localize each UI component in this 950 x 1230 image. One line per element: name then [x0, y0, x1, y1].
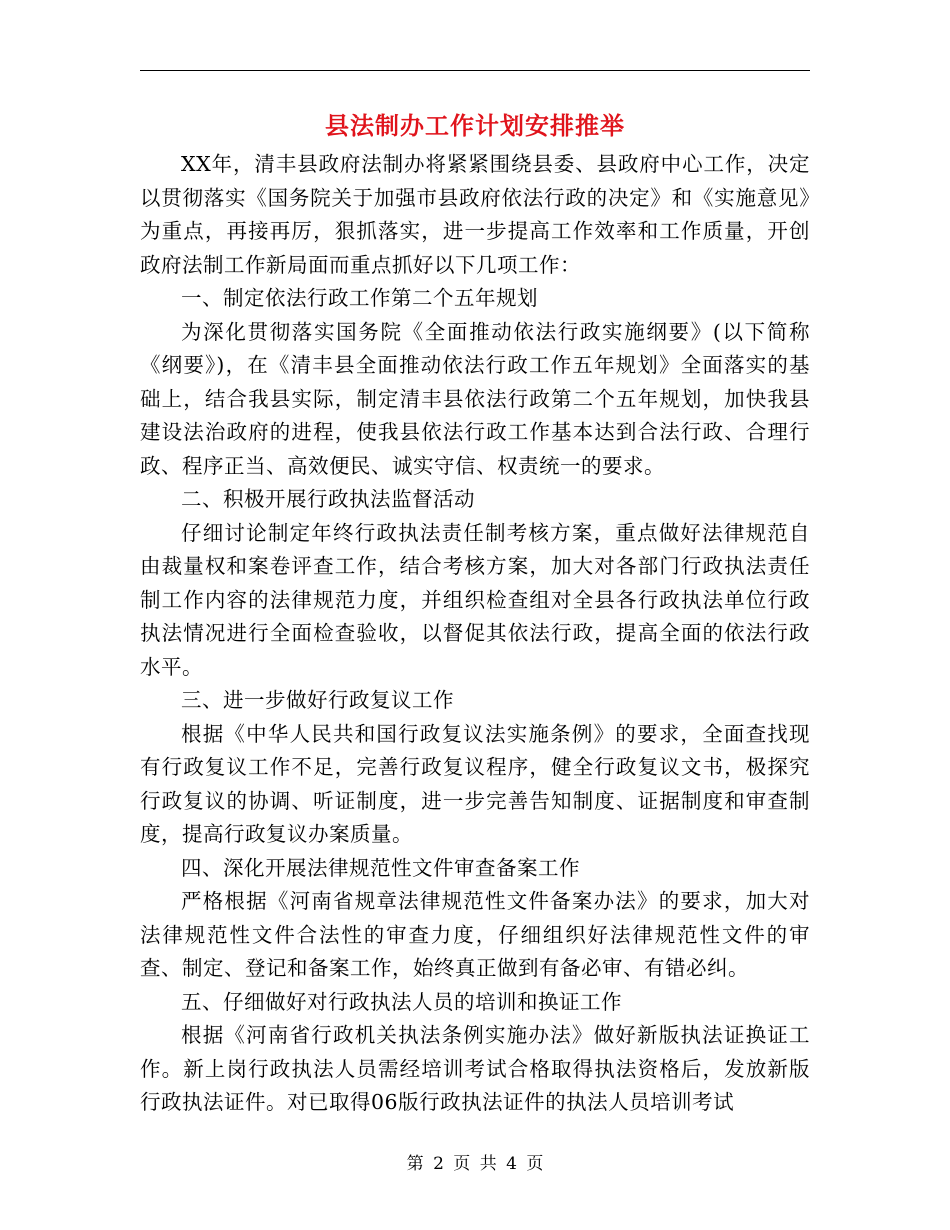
section-paragraph-1: 为深化贯彻落实国务院《全面推动依法行政实施纲要》(以下简称《纲要》)，在《清丰县全面推动依法行政工作五年规划》全面落实的基础上，结合我县实际，制定清丰县依法行政第二个五年规划，加快我县建设法治政府的进程，使我县依法行政工作基本达到合法行政、合理行政、程序正当、高效便民、诚实守信、权责统一的要求。 [140, 319, 810, 478]
section-heading-5: 五、仔细做好对行政执法人员的培训和换证工作 [181, 989, 622, 1014]
document-body [140, 148, 810, 1120]
header-rule [140, 70, 810, 71]
page-number-footer: 第 2 页 共 4 页 [406, 1154, 544, 1174]
section-heading-3: 三、进一步做好行政复议工作 [181, 688, 454, 712]
section-paragraph-2: 仔细讨论制定年终行政执法责任制考核方案，重点做好法律规范自由裁量权和案卷评查工作，结合考核方案，加大对各部门行政执法责任制工作内容的法律规范力度，并组织检查组对全县各行政执法单位行政执法情况进行全面检查验收，以督促其依法行政，提高全面的依法行政水平。 [140, 520, 810, 679]
document-title: 县法制办工作计划安排推举 [325, 111, 625, 140]
section-paragraph-4: 严格根据《河南省规章法律规范性文件备案办法》的要求，加大对法律规范性文件合法性的审查力度，仔细组织好法律规范性文件的审查、制定、登记和备案工作，始终真正做到有备必审、有错必纠。 [140, 889, 810, 980]
section-paragraph-3: 根据《中华人民共和国行政复议法实施条例》的要求，全面查找现有行政复议工作不足，完善行政复议程序，健全行政复议文书，极探究行政复议的协调、听证制度，进一步完善告知制度、证据制度和审查制度，提高行政复议办案质量。 [140, 721, 810, 846]
section-paragraph-5: 根据《河南省行政机关执法条例实施办法》做好新版执法证换证工作。新上岗行政执法人员需经培训考试合格取得执法资格后，发放新版行政执法证件。对已取得06版行政执法证件的执法人员培训考试 [140, 1023, 810, 1114]
section-heading-4: 四、深化开展法律规范性文件审查备案工作 [181, 855, 580, 880]
section-heading-1: 一、制定依法行政工作第二个五年规划 [181, 286, 538, 310]
section-heading-2: 二、积极开展行政执法监督活动 [181, 487, 475, 511]
intro-paragraph: XX年，清丰县政府法制办将紧紧围绕县委、县政府中心工作，决定以贯彻落实《国务院关于加强市县政府依法行政的决定》和《实施意见》为重点，再接再厉，狠抓落实，进一步提高工作效率和工作质量，开创政府法制工作新局面而重点抓好以下几项工作： [140, 152, 810, 277]
